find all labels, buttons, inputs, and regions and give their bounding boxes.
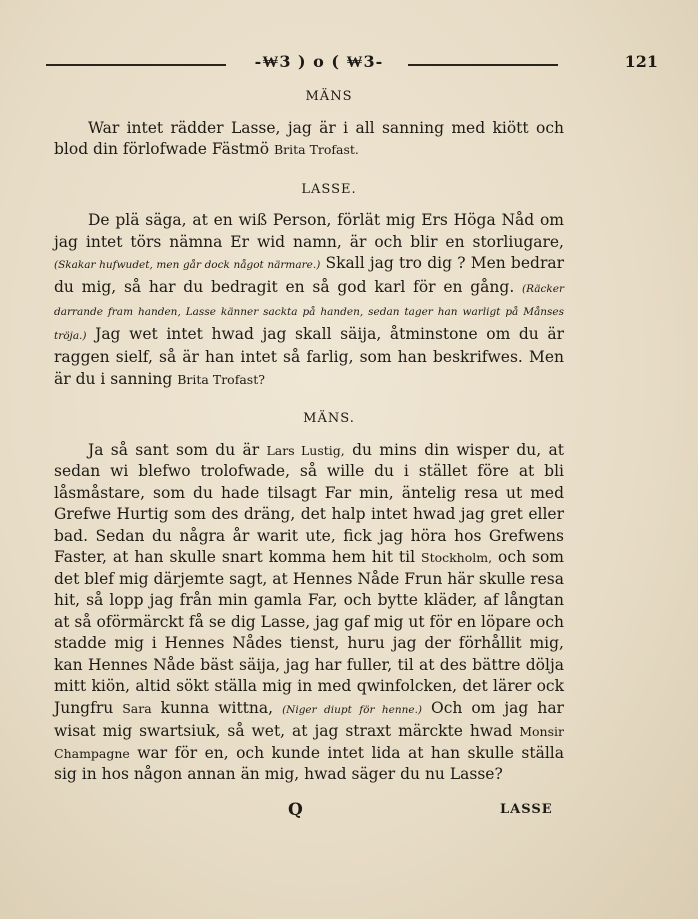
stage-direction: (Räcker darrande fram handen, Lasse känner sackta på handen, sedan tager han warligt på Månses tröja.) — [54, 282, 564, 342]
speech-text: Jag wet intet hwad jag skall säija, åtminstone om du är raggen sielf, så är han intet så farlig, som han beskrifwes. Men är du i sanning — [54, 324, 564, 388]
header-ornament: -₩3 ) o ( ₩3- — [254, 52, 384, 71]
text-body — [54, 86, 564, 804]
speech-paragraph — [54, 118, 564, 161]
speech-text: De plä säga, at en wiß Person, förlät mig Ers Höga Nåd om jag intet törs nämna Er wid namn, är och blir en storliugare, — [54, 211, 564, 251]
speaker-heading: MÄNS — [305, 89, 353, 104]
speech-text: war för en, och kunde intet lida at han skulle ställa sig in hos någon annan än mig, hwad säger du nu Lasse? — [54, 743, 564, 783]
speech-text: War intet rädder Lasse, jag är i all sanning med kiött och blod din förlofwade Fästmö — [54, 118, 564, 158]
proper-name: Lars Lustig, — [266, 442, 345, 458]
speech-text: kunna wittna, — [151, 698, 283, 717]
stage-direction: (Skakar hufwudet, men går dock något närmare.) — [54, 259, 321, 271]
speaker-heading: LASSE. — [301, 181, 357, 197]
speech-text: Och om jag har wisat mig swartsiuk, så wet, at jag straxt märckte hwad — [54, 698, 564, 740]
dialogue-block-mans-2 — [54, 408, 564, 786]
header-rule-left — [46, 64, 226, 66]
header-rule-right — [408, 64, 558, 66]
proper-name: Brita Trofast. — [273, 142, 359, 157]
proper-name: Stockholm, — [421, 550, 493, 565]
speech-text: Ja så sant som du är — [88, 440, 267, 459]
proper-name: Sara — [122, 700, 152, 716]
dialogue-block-lasse — [54, 179, 564, 391]
speech-paragraph — [54, 440, 564, 786]
page-footer — [0, 800, 698, 824]
speech-text: Skall jag tro dig ? Men bedrar du mig, så har du bedragit en så god karl för en gång. — [54, 254, 564, 296]
proper-name: Monsir Champagne — [54, 724, 564, 761]
speech-paragraph — [54, 210, 564, 390]
proper-name: Brita Trofast? — [177, 371, 265, 387]
stage-direction: (Niger diupt för henne.) — [282, 703, 423, 716]
catchword: LASSE — [500, 802, 553, 817]
dialogue-block-mans-1 — [54, 86, 564, 161]
page-header — [46, 52, 658, 76]
speaker-heading: MÄNS. — [303, 411, 355, 426]
speech-text: och som det blef mig därjemte sagt, at Hennes Nåde Frun här skulle resa hit, så lopp jag från min gamla Far, och bytte kläder, af långtan at så oförmärckt få se dig Lasse, jag gaf mig ut för en löpare och stadde mig i Hennes Nådes tienst, huru jag der förhållit mig, kan Hennes Nåde bäst säija, jag har fuller, til at des bättre dölja mitt kiön, altid sökt ställa mig in med qwinfolcken, det lärer ock Jungfru — [54, 548, 564, 717]
signature-mark: Q — [288, 800, 303, 820]
page-number: 121 — [624, 52, 658, 71]
speech-text: du mins din wisper du, at sedan wi blefwo trolofwade, så wille du i stället före at bli låsmåstare, som du hade tilsagt Far min, äntelig resa ut med Grefwe Hurtig som des dräng, det halp intet hwad jag gret eller bad. Sedan du några år warit ute, fick jag höra hos Grefwens Faster, at han skulle snart komma hem hit til — [54, 440, 564, 566]
